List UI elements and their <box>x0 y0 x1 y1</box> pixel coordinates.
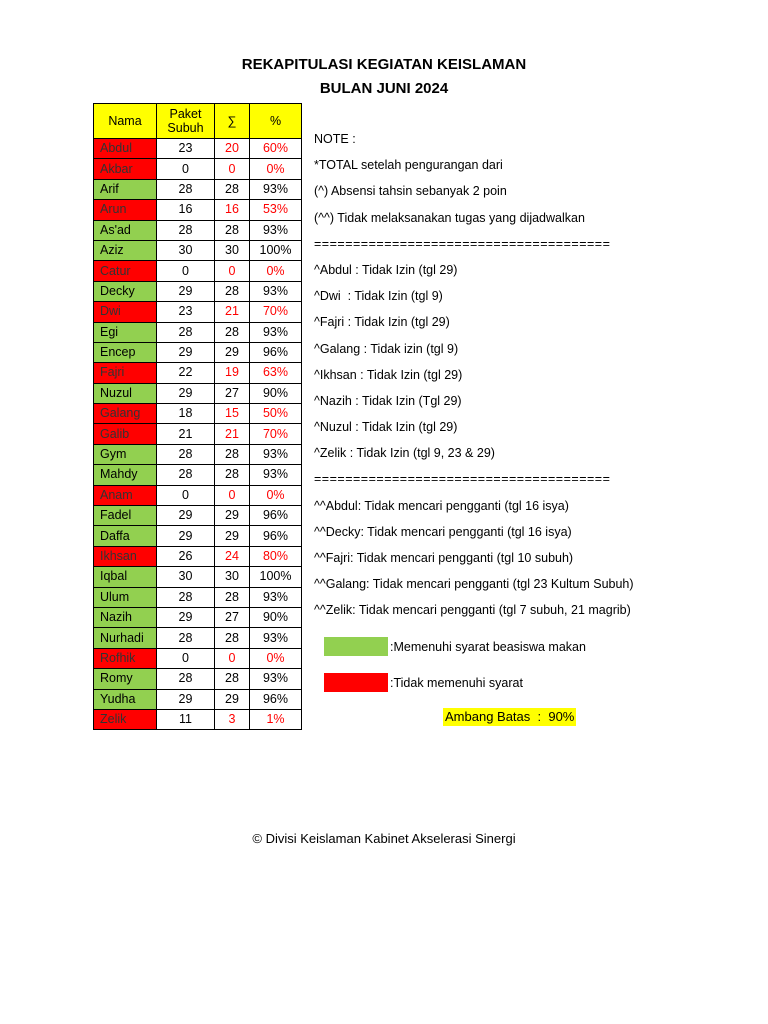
table-row <box>94 709 302 729</box>
cell-total: 28 <box>215 220 250 240</box>
cell-total: 28 <box>215 322 250 342</box>
table-row <box>94 281 302 301</box>
cell-total: 20 <box>215 139 250 159</box>
table-row <box>94 546 302 566</box>
red-swatch <box>324 673 388 692</box>
cell-percent: 0% <box>250 485 302 505</box>
cell-paket-subuh: 29 <box>157 526 215 546</box>
cell-nama: Dwi <box>94 302 157 322</box>
cell-paket-subuh: 0 <box>157 261 215 281</box>
cell-percent: 0% <box>250 159 302 179</box>
cell-nama: Nazih <box>94 607 157 627</box>
header-paket-subuh: Paket Subuh <box>157 104 215 139</box>
cell-paket-subuh: 28 <box>157 444 215 464</box>
cell-nama: Decky <box>94 281 157 301</box>
cell-nama: As'ad <box>94 220 157 240</box>
table-row <box>94 444 302 464</box>
cell-paket-subuh: 23 <box>157 302 215 322</box>
cell-total: 28 <box>215 465 250 485</box>
cell-paket-subuh: 28 <box>157 179 215 199</box>
page-subtitle: BULAN JUNI 2024 <box>319 80 449 97</box>
cell-percent: 50% <box>250 404 302 424</box>
green-swatch <box>324 637 388 656</box>
table-row <box>94 587 302 607</box>
cell-nama: Catur <box>94 261 157 281</box>
note-line: (^^) Tidak melaksanakan tugas yang dijadwalkan <box>314 210 585 225</box>
cell-nama: Abdul <box>94 139 157 159</box>
notes-block <box>314 128 634 626</box>
cell-paket-subuh: 21 <box>157 424 215 444</box>
table-row <box>94 383 302 403</box>
cell-percent: 0% <box>250 261 302 281</box>
cell-paket-subuh: 28 <box>157 322 215 342</box>
table-row <box>94 669 302 689</box>
cell-total: 0 <box>215 648 250 668</box>
cell-total: 21 <box>215 302 250 322</box>
cell-percent: 1% <box>250 709 302 729</box>
table-row <box>94 607 302 627</box>
cell-percent: 93% <box>250 587 302 607</box>
table-row <box>94 139 302 159</box>
table-row <box>94 689 302 709</box>
cell-percent: 100% <box>250 240 302 260</box>
cell-nama: Daffa <box>94 526 157 546</box>
cell-paket-subuh: 0 <box>157 159 215 179</box>
threshold-label: Ambang Batas : 90% <box>445 709 575 724</box>
note-line: (^) Absensi tahsin sebanyak 2 poin <box>314 184 507 199</box>
table-row <box>94 485 302 505</box>
cell-percent: 96% <box>250 342 302 362</box>
note-line: ^Zelik : Tidak Izin (tgl 9, 23 & 29) <box>314 446 495 461</box>
cell-nama: Ulum <box>94 587 157 607</box>
cell-nama: Nuzul <box>94 383 157 403</box>
table-row <box>94 648 302 668</box>
legend-green-label: :Memenuhi syarat beasiswa makan <box>390 639 586 654</box>
table-row <box>94 302 302 322</box>
note-line: *TOTAL setelah pengurangan dari <box>314 158 503 173</box>
cell-nama: Galib <box>94 424 157 444</box>
table-row <box>94 404 302 424</box>
cell-paket-subuh: 30 <box>157 567 215 587</box>
cell-percent: 0% <box>250 648 302 668</box>
note-line: ^Nazih : Tidak Izin (Tgl 29) <box>314 393 462 408</box>
cell-total: 28 <box>215 281 250 301</box>
cell-percent: 100% <box>250 567 302 587</box>
table-row <box>94 567 302 587</box>
table-row <box>94 261 302 281</box>
cell-nama: Zelik <box>94 709 157 729</box>
cell-percent: 93% <box>250 220 302 240</box>
note-line: NOTE : <box>314 132 356 146</box>
cell-nama: Mahdy <box>94 465 157 485</box>
cell-total: 29 <box>215 689 250 709</box>
cell-paket-subuh: 29 <box>157 689 215 709</box>
cell-paket-subuh: 29 <box>157 383 215 403</box>
cell-paket-subuh: 28 <box>157 465 215 485</box>
page-title: REKAPITULASI KEGIATAN KEISLAMAN <box>241 56 527 73</box>
cell-paket-subuh: 28 <box>157 669 215 689</box>
cell-percent: 93% <box>250 669 302 689</box>
cell-percent: 80% <box>250 546 302 566</box>
cell-percent: 93% <box>250 179 302 199</box>
note-separator: ====================================== <box>314 472 611 487</box>
cell-total: 28 <box>215 669 250 689</box>
cell-paket-subuh: 11 <box>157 709 215 729</box>
table-row <box>94 240 302 260</box>
cell-paket-subuh: 23 <box>157 139 215 159</box>
note-separator: ====================================== <box>314 236 611 251</box>
note-line: ^^Galang: Tidak mencari pengganti (tgl 23 Kultum Subuh) <box>314 577 634 592</box>
header-nama: Nama <box>94 104 157 139</box>
cell-percent: 90% <box>250 607 302 627</box>
table-row <box>94 465 302 485</box>
table-row <box>94 506 302 526</box>
table-row <box>94 526 302 546</box>
note-line: ^Nuzul : Tidak Izin (tgl 29) <box>314 420 458 435</box>
cell-total: 0 <box>215 261 250 281</box>
cell-paket-subuh: 28 <box>157 220 215 240</box>
cell-paket-subuh: 29 <box>157 342 215 362</box>
cell-nama: Fadel <box>94 506 157 526</box>
table-row <box>94 159 302 179</box>
note-line: ^^Abdul: Tidak mencari pengganti (tgl 16 isya) <box>314 498 569 513</box>
note-line: ^^Zelik: Tidak mencari pengganti (tgl 7 subuh, 21 magrib) <box>314 603 631 618</box>
table-body <box>94 139 302 730</box>
cell-nama: Arun <box>94 200 157 220</box>
table-header-row <box>94 104 302 139</box>
cell-nama: Nurhadi <box>94 628 157 648</box>
legend-green <box>324 637 586 656</box>
cell-paket-subuh: 28 <box>157 587 215 607</box>
footer-credit: © Divisi Keislaman Kabinet Akselerasi Sinergi <box>252 831 516 846</box>
cell-paket-subuh: 30 <box>157 240 215 260</box>
cell-nama: Yudha <box>94 689 157 709</box>
table-row <box>94 342 302 362</box>
cell-nama: Gym <box>94 444 157 464</box>
cell-nama: Anam <box>94 485 157 505</box>
cell-total: 3 <box>215 709 250 729</box>
note-line: ^Dwi : Tidak Izin (tgl 9) <box>314 289 443 304</box>
table-row <box>94 363 302 383</box>
cell-nama: Arif <box>94 179 157 199</box>
cell-nama: Rofhik <box>94 648 157 668</box>
cell-nama: Ikhsan <box>94 546 157 566</box>
cell-paket-subuh: 29 <box>157 281 215 301</box>
cell-total: 16 <box>215 200 250 220</box>
cell-paket-subuh: 22 <box>157 363 215 383</box>
table-row <box>94 200 302 220</box>
cell-nama: Akbar <box>94 159 157 179</box>
cell-total: 21 <box>215 424 250 444</box>
cell-paket-subuh: 28 <box>157 628 215 648</box>
note-line: ^Galang : Tidak izin (tgl 9) <box>314 341 459 356</box>
cell-percent: 63% <box>250 363 302 383</box>
cell-total: 28 <box>215 587 250 607</box>
note-line: ^Abdul : Tidak Izin (tgl 29) <box>314 262 458 277</box>
note-line: ^^Decky: Tidak mencari pengganti (tgl 16 isya) <box>314 524 572 539</box>
cell-percent: 96% <box>250 506 302 526</box>
table-row <box>94 322 302 342</box>
cell-total: 19 <box>215 363 250 383</box>
note-line: ^^Fajri: Tidak mencari pengganti (tgl 10 subuh) <box>314 551 574 565</box>
cell-percent: 93% <box>250 322 302 342</box>
cell-percent: 53% <box>250 200 302 220</box>
table-row <box>94 628 302 648</box>
cell-total: 30 <box>215 567 250 587</box>
cell-total: 27 <box>215 607 250 627</box>
cell-paket-subuh: 0 <box>157 485 215 505</box>
cell-paket-subuh: 26 <box>157 546 215 566</box>
cell-nama: Encep <box>94 342 157 362</box>
cell-total: 0 <box>215 159 250 179</box>
cell-total: 28 <box>215 444 250 464</box>
cell-total: 28 <box>215 628 250 648</box>
cell-percent: 96% <box>250 526 302 546</box>
legend-red <box>324 673 523 692</box>
cell-percent: 90% <box>250 383 302 403</box>
cell-total: 0 <box>215 485 250 505</box>
cell-total: 29 <box>215 342 250 362</box>
recap-table <box>93 103 302 730</box>
note-line: ^Fajri : Tidak Izin (tgl 29) <box>314 315 450 330</box>
table-row <box>94 179 302 199</box>
cell-total: 29 <box>215 526 250 546</box>
cell-total: 27 <box>215 383 250 403</box>
cell-percent: 93% <box>250 628 302 648</box>
cell-percent: 96% <box>250 689 302 709</box>
cell-nama: Fajri <box>94 363 157 383</box>
cell-percent: 70% <box>250 302 302 322</box>
cell-paket-subuh: 29 <box>157 607 215 627</box>
cell-total: 28 <box>215 179 250 199</box>
cell-percent: 93% <box>250 281 302 301</box>
cell-nama: Egi <box>94 322 157 342</box>
cell-total: 24 <box>215 546 250 566</box>
cell-total: 29 <box>215 506 250 526</box>
cell-nama: Aziz <box>94 240 157 260</box>
cell-percent: 93% <box>250 444 302 464</box>
header-percent: % <box>250 104 302 139</box>
cell-total: 15 <box>215 404 250 424</box>
header-total: ∑ <box>215 104 250 139</box>
table-row <box>94 424 302 444</box>
legend-red-label: :Tidak memenuhi syarat <box>390 675 523 690</box>
note-line: ^Ikhsan : Tidak Izin (tgl 29) <box>314 367 463 382</box>
cell-nama: Galang <box>94 404 157 424</box>
cell-paket-subuh: 18 <box>157 404 215 424</box>
cell-percent: 93% <box>250 465 302 485</box>
cell-percent: 70% <box>250 424 302 444</box>
cell-total: 30 <box>215 240 250 260</box>
cell-paket-subuh: 16 <box>157 200 215 220</box>
cell-nama: Romy <box>94 669 157 689</box>
cell-nama: Iqbal <box>94 567 157 587</box>
cell-paket-subuh: 29 <box>157 506 215 526</box>
cell-paket-subuh: 0 <box>157 648 215 668</box>
table-row <box>94 220 302 240</box>
cell-percent: 60% <box>250 139 302 159</box>
